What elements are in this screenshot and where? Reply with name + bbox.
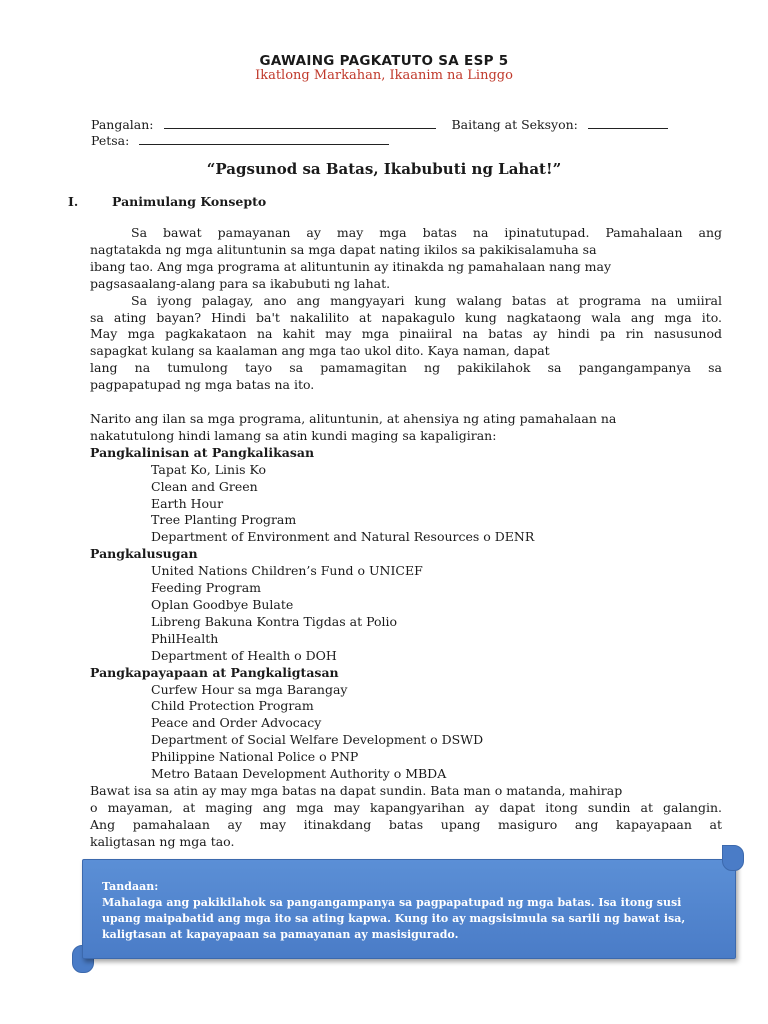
text-line: kaligtasan ng mga tao.: [90, 833, 235, 849]
date-label: Petsa:: [91, 133, 130, 148]
section-title: Panimulang Konsepto: [112, 194, 267, 209]
section-number: I.: [68, 194, 79, 209]
scroll-curl-top-right: [722, 845, 744, 871]
name-blank[interactable]: [164, 116, 436, 129]
list-section: [90, 411, 722, 851]
text-line: sapagkat kulang sa kaalaman ang mga tao ukol dito. Kaya naman, dapat: [90, 343, 550, 359]
lesson-title: “Pagsunod sa Batas, Ikabubuti ng Lahat!”: [206, 160, 562, 178]
reminder-line: Mahalaga ang pakikilahok sa pangangampanya sa pagpapatupad ng mga batas. Isa itong susi: [102, 896, 682, 909]
list-item: Child Protection Program: [151, 698, 314, 714]
list-item: PhilHealth: [151, 630, 219, 646]
list-item: United Nations Children’s Fund o UNICEF: [151, 563, 423, 579]
list-item: Tapat Ko, Linis Ko: [151, 461, 267, 477]
text-line: May mga pagkakataon na kahit may mga pinaiiral na batas ay hindi pa rin nasusunod: [90, 326, 722, 342]
text-line: ibang tao. Ang mga programa at alituntunin ay itinakda ng pamahalaan nang may: [90, 258, 612, 274]
reminder-line: kaligtasan at kapayapaan sa pamayanan ay masisigurado.: [102, 928, 459, 941]
list-item: Department of Environment and Natural Resources o DENR: [151, 529, 535, 545]
section-heading: [68, 194, 266, 209]
text-line: Sa iyong palagay, ano ang mangyayari kung walang batas at programa na umiiral: [131, 292, 722, 308]
list-item: Feeding Program: [151, 580, 262, 596]
intro-text: [90, 225, 722, 394]
text-line: o mayaman, at maging ang mga may kapangyarihan ay dapat itong sundin at galangin.: [90, 799, 722, 815]
text-line: lang na tumulong tayo sa pamamagitan ng pakikilahok sa pangangampanya sa: [90, 360, 722, 376]
list-item: Department of Social Welfare Development o DSWD: [151, 732, 484, 748]
date-blank[interactable]: [139, 132, 389, 145]
grade-section-label: Baitang at Seksyon:: [451, 117, 578, 132]
text-line: pagpapatupad ng mga batas na ito.: [90, 377, 315, 393]
category-heading: Pangkapayapaan at Pangkaligtasan: [90, 664, 339, 680]
text-line: pagsasaalang-alang para sa ikabubuti ng lahat.: [90, 275, 391, 291]
list-item: Clean and Green: [151, 478, 258, 494]
name-label: Pangalan:: [91, 117, 154, 132]
worksheet-subtitle: Ikatlong Markahan, Ikaanim na Linggo: [255, 68, 513, 83]
text-line: nakatutulong hindi lamang sa atin kundi maging sa kapaligiran:: [90, 427, 497, 443]
reminder-line: upang maipabatid ang mga ito sa ating kapwa. Kung ito ay magsisimula sa sarili ng bawat isa,: [102, 912, 686, 925]
reminder-scroll-banner: [72, 845, 744, 973]
list-item: Philippine National Police o PNP: [151, 749, 359, 765]
list-item: Libreng Bakuna Kontra Tigdas at Polio: [151, 613, 398, 629]
reminder-text: [102, 879, 732, 943]
list-item: Curfew Hour sa mga Barangay: [151, 681, 348, 697]
text-line: sa ating bayan? Hindi ba't nakalilito at napakagulo kung nagkataong wala ang mga ito.: [90, 309, 722, 325]
text-line: Ang pamahalaan ay may itinakdang batas upang masiguro ang kapayapaan at: [90, 816, 722, 832]
list-item: Peace and Order Advocacy: [151, 715, 322, 731]
name-grade-row: [91, 116, 668, 132]
list-item: Metro Bataan Development Authority o MBDA: [151, 766, 447, 782]
list-item: Earth Hour: [151, 495, 224, 511]
text-line: Sa bawat pamayanan ay may mga batas na ipinatutupad. Pamahalaan ang: [131, 225, 722, 240]
text-line: nagtatakda ng mga alituntunin sa mga dapat nating ikilos sa pakikisalamuha sa: [90, 241, 597, 257]
text-line: Bawat isa sa atin ay may mga batas na dapat sundin. Bata man o matanda, mahirap: [90, 782, 623, 798]
worksheet-title: GAWAING PAGKATUTO SA ESP 5: [259, 53, 509, 69]
list-item: Oplan Goodbye Bulate: [151, 596, 294, 612]
reminder-label: Tandaan:: [102, 880, 159, 893]
list-item: Department of Health o DOH: [151, 647, 337, 663]
list-item: Tree Planting Program: [151, 512, 297, 528]
date-row: [91, 132, 389, 148]
category-heading: Pangkalusugan: [90, 546, 198, 562]
category-heading: Pangkalinisan at Pangkalikasan: [90, 444, 315, 460]
text-line: Narito ang ilan sa mga programa, alituntunin, at ahensiya ng ating pamahalaan na: [90, 411, 617, 426]
grade-section-blank[interactable]: [588, 116, 668, 129]
